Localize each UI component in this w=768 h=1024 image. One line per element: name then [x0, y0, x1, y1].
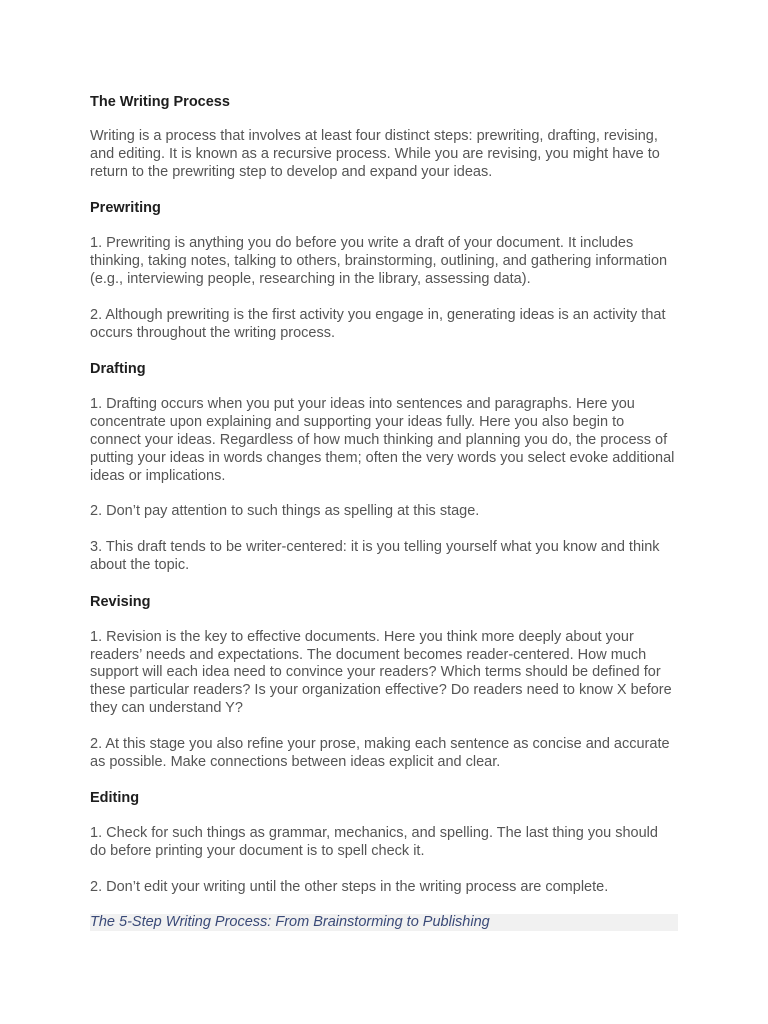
section-heading-editing: Editing — [90, 790, 140, 807]
drafting-item-3: 3. This draft tends to be writer-centered: it is you telling yourself what you know and think about the topic. — [90, 539, 660, 573]
section-heading-revising: Revising — [90, 593, 151, 610]
revising-item-1: 1. Revision is the key to effective documents. Here you think more deeply about your readers’ needs and expectations. The document becomes reader-centered. How much support will each idea need to convince your readers? Which terms should be defined for these particular readers? Is your organization effective? Do readers need to know X before they can understand Y? — [90, 628, 672, 716]
editing-item-2: 2. Don’t edit your writing until the other steps in the writing process are complete. — [90, 878, 609, 895]
document-page — [90, 93, 678, 931]
prewriting-item-2: 2. Although prewriting is the first activity you engage in, generating ideas is an activity that occurs throughout the writing process. — [90, 306, 666, 341]
intro-paragraph: Writing is a process that involves at least four distinct steps: prewriting, drafting, revising, and editing. It is known as a recursive process. While you are revising, you might have to return to the prewriting step to develop and expand your ideas. — [90, 128, 660, 180]
section-heading-prewriting: Prewriting — [90, 200, 161, 217]
drafting-item-2: 2. Don’t pay attention to such things as spelling at this stage. — [90, 503, 480, 520]
related-article-link[interactable]: The 5-Step Writing Process: From Brainstorming to Publishing — [90, 914, 678, 931]
prewriting-item-1: 1. Prewriting is anything you do before you write a draft of your document. It includes thinking, taking notes, talking to others, brainstorming, outlining, and gathering information (e.g., interviewing people, researching in the library, assessing data). — [90, 235, 668, 287]
section-heading-drafting: Drafting — [90, 361, 146, 378]
drafting-item-1: 1. Drafting occurs when you put your ideas into sentences and paragraphs. Here you concentrate upon explaining and supporting your ideas fully. Here you also begin to connect your ideas. Regardless of how much thinking and planning you do, the process of putting your ideas in words changes them; often the very words you select evoke additional ideas or implications. — [90, 396, 675, 484]
editing-item-1: 1. Check for such things as grammar, mechanics, and spelling. The last thing you should do before printing your document is to spell check it. — [90, 825, 658, 860]
revising-item-2: 2. At this stage you also refine your prose, making each sentence as concise and accurate as possible. Make connections between ideas explicit and clear. — [90, 735, 670, 770]
page-title: The Writing Process — [90, 94, 230, 110]
